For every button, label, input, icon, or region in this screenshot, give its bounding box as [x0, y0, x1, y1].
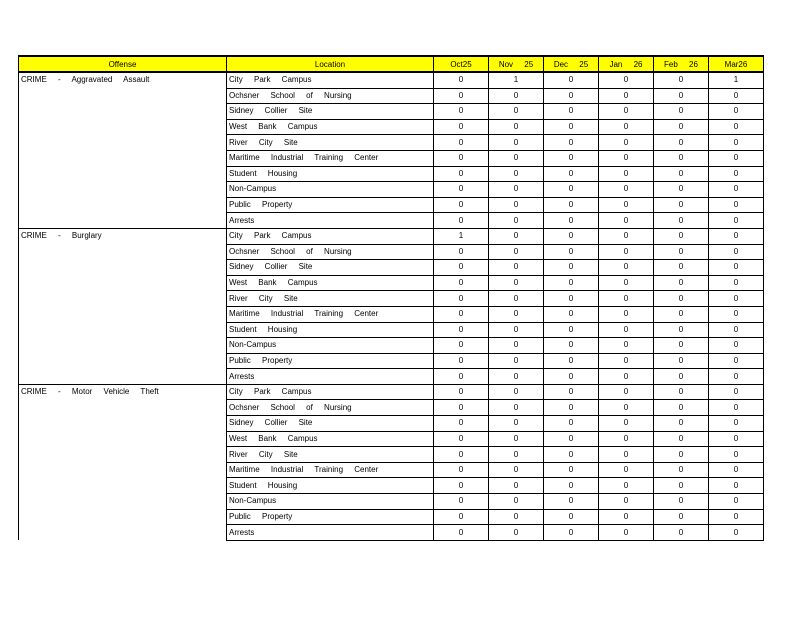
count-cell: 1 [434, 228, 489, 244]
count-cell: 0 [544, 478, 599, 494]
count-cell: 0 [434, 135, 489, 151]
count-cell: 0 [654, 119, 709, 135]
header-month: Dec 25 [544, 56, 599, 72]
count-cell: 0 [489, 400, 544, 416]
count-cell: 0 [599, 369, 654, 385]
count-cell: 0 [599, 306, 654, 322]
count-cell: 0 [544, 447, 599, 463]
location-cell: Sidney Collier Site [227, 416, 434, 432]
location-cell: Public Property [227, 509, 434, 525]
location-cell: River City Site [227, 135, 434, 151]
table-row [19, 72, 764, 88]
location-cell: Arrests [227, 525, 434, 541]
count-cell: 0 [544, 244, 599, 260]
count-cell: 0 [544, 104, 599, 120]
count-cell: 0 [434, 462, 489, 478]
count-cell: 0 [434, 400, 489, 416]
count-cell: 0 [544, 462, 599, 478]
count-cell: 0 [709, 119, 764, 135]
count-cell: 0 [489, 275, 544, 291]
count-cell: 0 [544, 275, 599, 291]
location-cell: Ochsner School of Nursing [227, 244, 434, 260]
count-cell: 0 [599, 135, 654, 151]
count-cell: 0 [544, 260, 599, 276]
count-cell: 0 [599, 104, 654, 120]
header-month: Oct25 [434, 56, 489, 72]
count-cell: 0 [544, 494, 599, 510]
count-cell: 0 [434, 182, 489, 198]
count-cell: 0 [544, 213, 599, 229]
count-cell: 0 [599, 353, 654, 369]
location-cell: Non-Campus [227, 182, 434, 198]
header-month: Feb 26 [654, 56, 709, 72]
count-cell: 0 [654, 166, 709, 182]
location-cell: Non-Campus [227, 494, 434, 510]
offense-cell: CRIME - Motor Vehicle Theft [19, 384, 227, 540]
count-cell: 0 [599, 494, 654, 510]
header-month: Mar26 [709, 56, 764, 72]
count-cell: 0 [544, 400, 599, 416]
count-cell: 0 [709, 275, 764, 291]
count-cell: 0 [709, 228, 764, 244]
count-cell: 0 [599, 338, 654, 354]
count-cell: 0 [489, 291, 544, 307]
count-cell: 0 [599, 119, 654, 135]
count-cell: 0 [434, 416, 489, 432]
count-cell: 0 [489, 369, 544, 385]
count-cell: 0 [654, 369, 709, 385]
count-cell: 1 [489, 72, 544, 88]
count-cell: 0 [709, 509, 764, 525]
count-cell: 0 [489, 166, 544, 182]
count-cell: 0 [434, 119, 489, 135]
count-cell: 0 [709, 104, 764, 120]
count-cell: 0 [489, 353, 544, 369]
crime-statistics-table [18, 55, 764, 541]
count-cell: 0 [434, 260, 489, 276]
count-cell: 0 [709, 431, 764, 447]
count-cell: 0 [489, 447, 544, 463]
count-cell: 0 [434, 509, 489, 525]
count-cell: 0 [654, 431, 709, 447]
count-cell: 0 [599, 400, 654, 416]
count-cell: 0 [599, 462, 654, 478]
location-cell: Sidney Collier Site [227, 260, 434, 276]
count-cell: 0 [434, 275, 489, 291]
location-cell: Maritime Industrial Training Center [227, 150, 434, 166]
count-cell: 0 [489, 322, 544, 338]
count-cell: 0 [544, 197, 599, 213]
count-cell: 0 [489, 462, 544, 478]
count-cell: 0 [709, 525, 764, 541]
count-cell: 0 [434, 72, 489, 88]
count-cell: 0 [654, 228, 709, 244]
count-cell: 0 [434, 150, 489, 166]
count-cell: 0 [434, 494, 489, 510]
count-cell: 0 [654, 104, 709, 120]
location-cell: Student Housing [227, 478, 434, 494]
count-cell: 0 [654, 135, 709, 151]
count-cell: 0 [599, 197, 654, 213]
location-cell: Non-Campus [227, 338, 434, 354]
header-offense: Offense [19, 56, 227, 72]
location-cell: Public Property [227, 353, 434, 369]
count-cell: 0 [599, 509, 654, 525]
count-cell: 0 [654, 525, 709, 541]
count-cell: 0 [599, 213, 654, 229]
count-cell: 0 [544, 72, 599, 88]
count-cell: 0 [709, 400, 764, 416]
count-cell: 0 [654, 509, 709, 525]
count-cell: 0 [434, 306, 489, 322]
count-cell: 0 [434, 369, 489, 385]
location-cell: River City Site [227, 291, 434, 307]
count-cell: 0 [544, 416, 599, 432]
location-cell: River City Site [227, 447, 434, 463]
count-cell: 0 [654, 260, 709, 276]
count-cell: 0 [544, 119, 599, 135]
count-cell: 0 [599, 260, 654, 276]
count-cell: 0 [489, 338, 544, 354]
count-cell: 0 [489, 135, 544, 151]
location-cell: Arrests [227, 369, 434, 385]
count-cell: 0 [489, 119, 544, 135]
count-cell: 0 [489, 306, 544, 322]
location-cell: West Bank Campus [227, 275, 434, 291]
location-cell: Maritime Industrial Training Center [227, 462, 434, 478]
count-cell: 0 [599, 228, 654, 244]
count-cell: 0 [709, 322, 764, 338]
count-cell: 0 [654, 72, 709, 88]
location-cell: City Park Campus [227, 72, 434, 88]
count-cell: 0 [544, 88, 599, 104]
location-cell: Ochsner School of Nursing [227, 400, 434, 416]
count-cell: 0 [654, 416, 709, 432]
count-cell: 0 [709, 213, 764, 229]
count-cell: 0 [709, 338, 764, 354]
count-cell: 0 [654, 88, 709, 104]
count-cell: 0 [489, 104, 544, 120]
count-cell: 0 [544, 338, 599, 354]
count-cell: 0 [654, 338, 709, 354]
count-cell: 0 [709, 447, 764, 463]
table-header [19, 56, 764, 72]
count-cell: 0 [434, 213, 489, 229]
count-cell: 0 [654, 478, 709, 494]
count-cell: 0 [544, 369, 599, 385]
count-cell: 0 [434, 88, 489, 104]
count-cell: 0 [709, 135, 764, 151]
header-row [19, 56, 764, 72]
count-cell: 0 [654, 275, 709, 291]
count-cell: 0 [489, 384, 544, 400]
location-cell: West Bank Campus [227, 431, 434, 447]
count-cell: 0 [654, 197, 709, 213]
count-cell: 0 [434, 166, 489, 182]
count-cell: 0 [654, 447, 709, 463]
count-cell: 0 [654, 353, 709, 369]
count-cell: 0 [489, 182, 544, 198]
count-cell: 0 [489, 150, 544, 166]
count-cell: 0 [709, 478, 764, 494]
count-cell: 0 [489, 525, 544, 541]
count-cell: 0 [434, 525, 489, 541]
count-cell: 0 [709, 494, 764, 510]
count-cell: 0 [654, 462, 709, 478]
count-cell: 0 [599, 275, 654, 291]
count-cell: 0 [654, 400, 709, 416]
location-cell: Arrests [227, 213, 434, 229]
count-cell: 0 [434, 244, 489, 260]
count-cell: 0 [709, 353, 764, 369]
header-month: Jan 26 [599, 56, 654, 72]
count-cell: 0 [599, 291, 654, 307]
location-cell: Public Property [227, 197, 434, 213]
count-cell: 0 [544, 509, 599, 525]
count-cell: 0 [654, 494, 709, 510]
count-cell: 0 [489, 213, 544, 229]
count-cell: 0 [709, 384, 764, 400]
count-cell: 0 [544, 306, 599, 322]
count-cell: 0 [709, 416, 764, 432]
count-cell: 0 [489, 260, 544, 276]
count-cell: 0 [709, 150, 764, 166]
location-cell: Student Housing [227, 166, 434, 182]
count-cell: 0 [654, 244, 709, 260]
count-cell: 0 [544, 182, 599, 198]
count-cell: 0 [489, 431, 544, 447]
count-cell: 0 [434, 291, 489, 307]
count-cell: 0 [599, 416, 654, 432]
count-cell: 0 [599, 525, 654, 541]
count-cell: 0 [489, 228, 544, 244]
offense-cell: CRIME - Burglary [19, 228, 227, 384]
count-cell: 0 [599, 447, 654, 463]
count-cell: 0 [544, 135, 599, 151]
count-cell: 0 [434, 353, 489, 369]
count-cell: 0 [654, 182, 709, 198]
count-cell: 0 [434, 384, 489, 400]
count-cell: 0 [599, 182, 654, 198]
table-body [19, 72, 764, 540]
count-cell: 0 [599, 244, 654, 260]
count-cell: 0 [654, 384, 709, 400]
location-cell: Student Housing [227, 322, 434, 338]
count-cell: 0 [434, 322, 489, 338]
count-cell: 0 [544, 431, 599, 447]
location-cell: Maritime Industrial Training Center [227, 306, 434, 322]
count-cell: 0 [709, 182, 764, 198]
count-cell: 0 [709, 369, 764, 385]
count-cell: 0 [654, 322, 709, 338]
location-cell: West Bank Campus [227, 119, 434, 135]
count-cell: 0 [434, 197, 489, 213]
count-cell: 0 [489, 88, 544, 104]
count-cell: 0 [544, 291, 599, 307]
count-cell: 0 [544, 525, 599, 541]
count-cell: 0 [434, 478, 489, 494]
count-cell: 0 [489, 494, 544, 510]
count-cell: 0 [544, 228, 599, 244]
count-cell: 0 [654, 306, 709, 322]
count-cell: 0 [599, 72, 654, 88]
count-cell: 0 [709, 291, 764, 307]
count-cell: 0 [709, 166, 764, 182]
table-row [19, 384, 764, 400]
count-cell: 0 [709, 88, 764, 104]
table-row [19, 228, 764, 244]
count-cell: 0 [544, 322, 599, 338]
count-cell: 0 [489, 416, 544, 432]
count-cell: 0 [709, 462, 764, 478]
count-cell: 0 [709, 197, 764, 213]
count-cell: 0 [599, 88, 654, 104]
count-cell: 0 [434, 104, 489, 120]
count-cell: 0 [709, 260, 764, 276]
count-cell: 0 [599, 322, 654, 338]
header-location: Location [227, 56, 434, 72]
count-cell: 0 [654, 291, 709, 307]
count-cell: 0 [489, 478, 544, 494]
count-cell: 0 [599, 431, 654, 447]
count-cell: 0 [599, 166, 654, 182]
header-month: Nov 25 [489, 56, 544, 72]
count-cell: 0 [434, 338, 489, 354]
count-cell: 0 [544, 353, 599, 369]
count-cell: 0 [544, 384, 599, 400]
count-cell: 0 [654, 150, 709, 166]
count-cell: 0 [544, 166, 599, 182]
count-cell: 0 [599, 150, 654, 166]
count-cell: 0 [434, 431, 489, 447]
location-cell: City Park Campus [227, 384, 434, 400]
count-cell: 0 [489, 244, 544, 260]
offense-cell: CRIME - Aggravated Assault [19, 72, 227, 228]
count-cell: 0 [599, 478, 654, 494]
count-cell: 1 [709, 72, 764, 88]
location-cell: City Park Campus [227, 228, 434, 244]
count-cell: 0 [489, 197, 544, 213]
count-cell: 0 [544, 150, 599, 166]
count-cell: 0 [654, 213, 709, 229]
location-cell: Ochsner School of Nursing [227, 88, 434, 104]
count-cell: 0 [489, 509, 544, 525]
count-cell: 0 [709, 244, 764, 260]
count-cell: 0 [434, 447, 489, 463]
count-cell: 0 [709, 306, 764, 322]
location-cell: Sidney Collier Site [227, 104, 434, 120]
count-cell: 0 [599, 384, 654, 400]
